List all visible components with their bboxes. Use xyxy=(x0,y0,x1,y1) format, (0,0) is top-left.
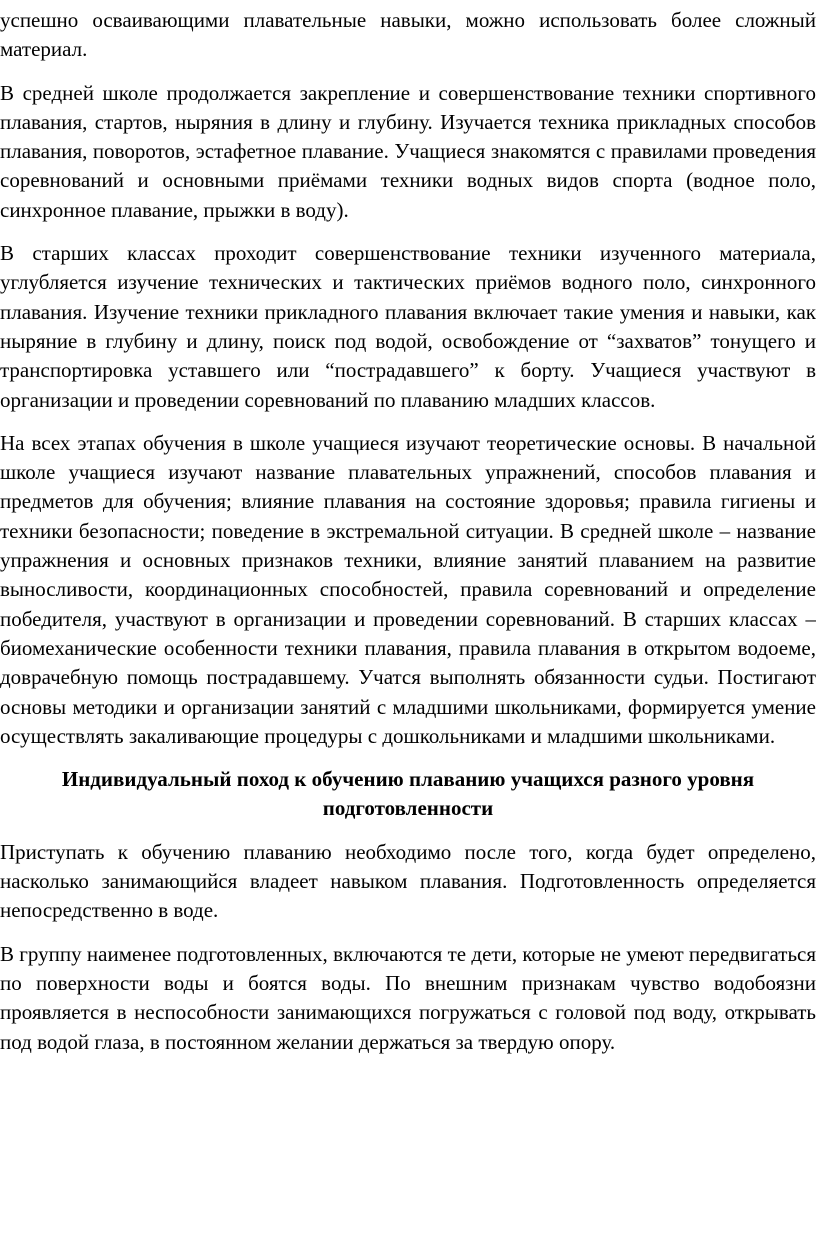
paragraph-5: Приступать к обучению плаванию необходимо после того, когда будет определено, насколько занимающийся владеет навыком плавания. Подготовленность определяется непосредственно в воде. xyxy=(0,839,816,923)
paragraph-2: В средней школе продолжается закрепление и совершенствование техники спортивного плавания, стартов, ныряния в длину и глубину. Изучается техника прикладных способов плавания, поворотов, эстафетное плавание. Учащиеся знакомятся с правилами проведения соревнований и основными приёмами техники водных видов спорта (водное поло, синхронное плавание, прыжки в воду). xyxy=(0,80,816,222)
paragraph-3: В старших классах проходит совершенствование техники изученного материала, углубляется изучение технических и тактических приёмов водного поло, синхронного плавания. Изучение техники прикладного плавания включает такие умения и навыки, как ныряние в глубину и длину, поиск под водой, освобождение от “захватов” тонущего и транспортировка уставшего или “пострадавшего” к борту. Учащиеся участвуют в организации и проведении соревнований по плаванию младших классов. xyxy=(0,241,816,412)
section-heading: Индивидуальный поход к обучению плаванию учащихся разного уровня подготовленности xyxy=(61,767,755,821)
paragraph-6: В группу наименее подготовленных, включаются те дети, которые не умеют передвигаться по поверхности воды и боятся воды. По внешним признакам чувство водобоязни проявляется в неспособности занимающихся погружаться с головой под воду, открывать под водой глаза, в постоянном желании держаться за твердую опору. xyxy=(0,941,816,1054)
paragraph-1: успешно осваивающими плавательные навыки, можно использовать более сложный материал. xyxy=(0,8,816,62)
paragraph-4: На всех этапах обучения в школе учащиеся изучают теоретические основы. В начальной школе учащиеся изучают название плавательных упражнений, способов плавания и предметов для обучения; влияние плавания на состояние здоровья; правила гигиены и техники безопасности; поведение в экстремальной ситуации. В средней школе – название упражнения и основных признаков техники, влияние занятий плаванием на развитие выносливости, координационных способностей, правила соревнований и определение победителя, участвуют в организации и проведении соревнований. В старших классах – биомеханические особенности техники плавания, правила плавания в открытом водоеме, доврачебную помощь пострадавшему. Учатся выполнять обязанности судьи. Постигают основы методики и организации занятий с младшими школьниками, формируется умение осуществлять закаливающие процедуры с дошкольниками и младшими школьниками. xyxy=(0,430,816,748)
